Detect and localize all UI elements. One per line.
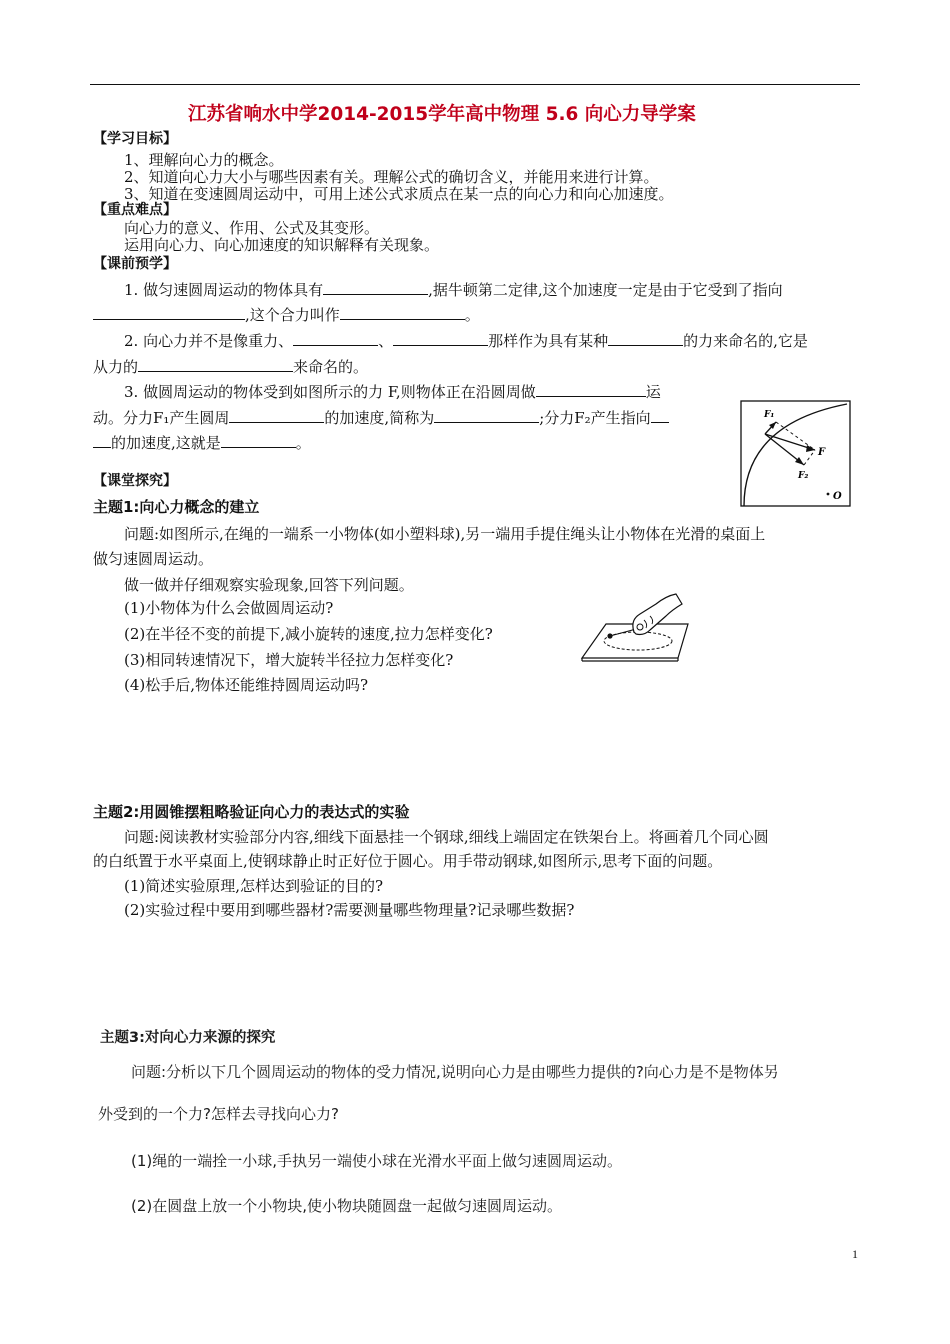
q2-text-b: 、	[378, 332, 394, 350]
topic3-title: 主题3:对向心力来源的探究	[100, 1030, 276, 1046]
preview-q2-line2	[93, 356, 368, 377]
blank[interactable]	[221, 432, 296, 448]
goals-heading: 【学习目标】	[93, 131, 177, 147]
label-o: O	[833, 491, 842, 502]
topic1-question: (1)小物体为什么会做圆周运动?	[124, 599, 334, 617]
goal-item: 1、理解向心力的概念。	[124, 151, 284, 169]
key-heading: 【重点难点】	[93, 202, 177, 218]
preview-q3-line2	[93, 407, 669, 428]
label-f: F	[818, 447, 826, 458]
topic1-question: (3)相同转速情况下，增大旋转半径拉力怎样变化?	[124, 651, 454, 669]
q3-text-f: 的加速度,这就是	[111, 434, 221, 452]
q1-text-b: ,据牛顿第二定律,这个加速度一定是由于它受到了指向	[428, 281, 783, 299]
q2-text-f: 来命名的。	[293, 358, 369, 376]
label-f1: F₁	[764, 410, 775, 420]
q3-text-e: ;分力F₂产生指向	[539, 409, 651, 427]
preview-q1-line1	[124, 279, 783, 300]
goal-item: 2、知道向心力大小与哪些因素有关。理解公式的确切含义，并能用来进行计算。	[124, 168, 659, 186]
topic2-title: 主题2:用圆锥摆粗略验证向心力的表达式的实验	[93, 803, 410, 821]
preview-q3-line1	[124, 381, 661, 402]
goal-item: 3、知道在变速圆周运动中，可用上述公式求质点在某一点的向心力和向心加速度。	[124, 185, 674, 203]
topic1-title: 主题1:向心力概念的建立	[93, 498, 260, 516]
topic2-question: (2)实验过程中要用到哪些器材?需要测量哪些物理量?记录哪些数据?	[124, 901, 575, 919]
key-item: 向心力的意义、作用、公式及其变形。	[124, 219, 380, 237]
q1-text-a: 1. 做匀速圆周运动的物体具有	[124, 281, 324, 299]
header-rule	[90, 84, 860, 85]
blank[interactable]	[93, 432, 111, 448]
q1-text-c: ,这个合力叫作	[245, 306, 340, 324]
q3-text-a: 3. 做圆周运动的物体受到如图所示的力 F,则物体正在沿圆周做	[124, 383, 536, 401]
preview-q2-line1	[124, 330, 808, 351]
topic1-question: (4)松手后,物体还能维持圆周运动吗?	[124, 676, 369, 694]
topic3-question: (1)绳的一端拴一小球,手执另一端使小球在光滑水平面上做匀速圆周运动。	[131, 1152, 623, 1170]
page-title: 江苏省响水中学2014-2015学年高中物理 5.6 向心力导学案	[188, 104, 696, 125]
page-number: 1	[852, 1247, 858, 1261]
preview-q3-line3	[93, 432, 311, 453]
hand-rotation-diagram	[578, 586, 690, 666]
topic2-question: (1)简述实验原理,怎样达到验证的目的?	[124, 877, 384, 895]
topic3-question: (2)在圆盘上放一个小物块,使小物块随圆盘一起做匀速圆周运动。	[131, 1197, 563, 1215]
q3-text-c: 动。分力F₁产生圆周	[93, 409, 230, 427]
blank[interactable]	[393, 330, 488, 346]
q2-text-a: 2. 向心力并不是像重力、	[124, 332, 294, 350]
force-diagram	[740, 400, 852, 508]
explore-heading: 【课堂探究】	[93, 473, 177, 489]
topic1-para: 做匀速圆周运动。	[93, 550, 214, 568]
preview-q1-line2	[93, 304, 480, 325]
q3-text-g: 。	[295, 434, 311, 452]
topic2-para: 的白纸置于水平桌面上,使钢球静止时正好位于圆心。用手带动钢球,如图所示,思考下面的问题。	[93, 852, 723, 870]
topic2-para: 问题:阅读教材实验部分内容,细线下面悬挂一个钢球,细线上端固定在铁架台上。将画着几个同心圆	[124, 828, 769, 846]
blank[interactable]	[138, 356, 293, 372]
topic3-para: 外受到的一个力?怎样去寻找向心力?	[98, 1105, 339, 1123]
label-f2: F₂	[798, 471, 809, 481]
blank[interactable]	[608, 330, 683, 346]
blank[interactable]	[536, 381, 646, 397]
q2-text-d: 的力来命名的,它是	[683, 332, 808, 350]
q2-text-e: 从力的	[93, 358, 139, 376]
blank[interactable]	[93, 304, 245, 320]
blank[interactable]	[323, 279, 428, 295]
topic1-para: 问题:如图所示,在绳的一端系一小物体(如小塑料球),另一端用手提住绳头让小物体在光滑的桌面上	[124, 525, 766, 543]
q3-text-b: 运	[645, 383, 661, 401]
topic3-para: 问题:分析以下几个圆周运动的物体的受力情况,说明向心力是由哪些力提供的?向心力是不是物体另	[131, 1063, 779, 1081]
center-point	[827, 493, 830, 496]
blank[interactable]	[293, 330, 378, 346]
topic1-para: 做一做并仔细观察实验现象,回答下列问题。	[124, 576, 414, 594]
preview-heading: 【课前预学】	[93, 256, 177, 272]
q3-text-d: 的加速度,简称为	[324, 409, 435, 427]
blank[interactable]	[651, 407, 669, 423]
topic1-question: (2)在半径不变的前提下,减小旋转的速度,拉力怎样变化?	[124, 625, 493, 643]
key-item: 运用向心力、向心加速度的知识解释有关现象。	[124, 236, 440, 254]
blank[interactable]	[434, 407, 539, 423]
blank[interactable]	[340, 304, 465, 320]
q2-text-c: 那样作为具有某种	[488, 332, 609, 350]
blank[interactable]	[229, 407, 324, 423]
q1-text-d: 。	[464, 306, 480, 324]
